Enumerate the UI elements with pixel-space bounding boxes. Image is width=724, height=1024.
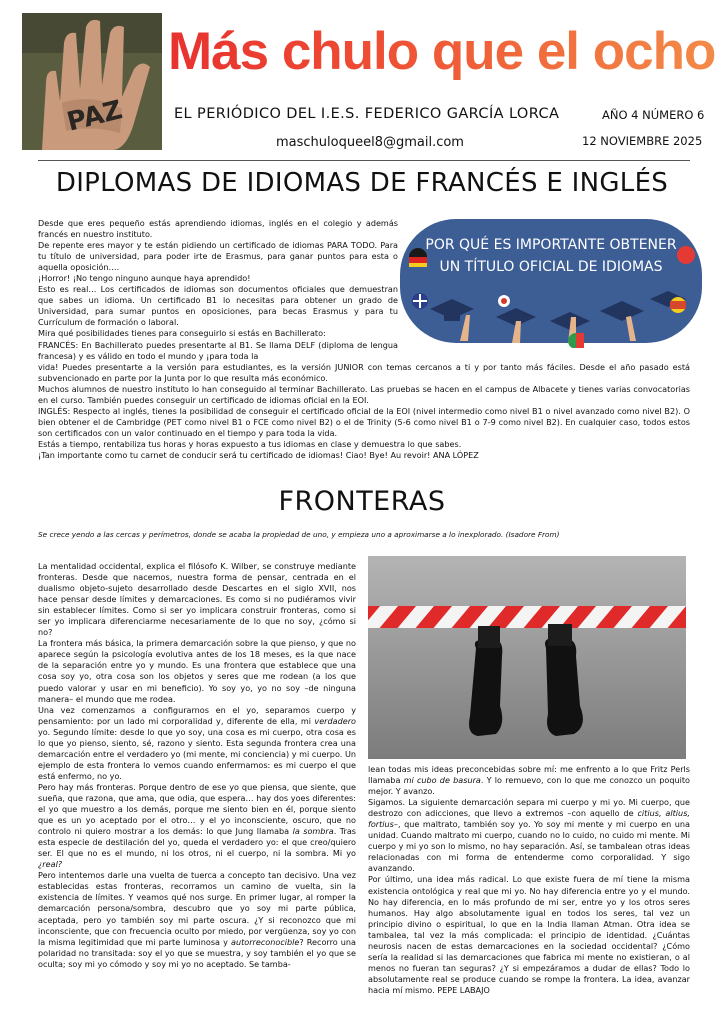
paragraph — [38, 870, 356, 969]
article-fronteras-column-1 — [38, 561, 356, 970]
text-run: . Y lo remuevo, con lo que me conozco un poquito mejor. Y avanzo. — [368, 775, 690, 797]
paragraph: INGLÉS: Respecto al inglés, tienes la posibilidad de conseguir el certificado oficial de la EOI (nivel intermedio como nivel B1 o nivel avanzado como nivel B2). O bien obtener el de Cambridge (PET como nivel B1 o FCE como nivel B2) o el de Trinity (5-6 como nivel B1 o 7-9 como nivel B2). En cualquier caso, todos estos son certificados con un valor continuado en el tiempo y para toda la vida. — [38, 406, 690, 439]
banner-text-line2: UN TÍTULO OFICIAL DE IDIOMAS — [439, 259, 663, 275]
banner-text-line1: POR QUÉ ES IMPORTANTE OBTENER — [425, 237, 677, 253]
emphasis: ¿real? — [38, 859, 63, 870]
paragraph: La frontera más básica, la primera demarcación sobre la que pienso, y que no aparece según la psicología evolutiva antes de los 18 meses, es la que nace de la separación entre yo y mundo. Es una frontera que establece que una cosa soy yo, otra cosa son los objetos y seres que me rodean (a los que puedo valorar y usar en mi beneficio). Yo soy yo, yo no soy –de ninguna manera– el mundo que me rodea. — [38, 638, 356, 704]
paz-hand-illustration — [22, 13, 162, 150]
text-run: yo. Segundo límite: desde lo que yo soy, una cosa es mi cuerpo, otra cosa es lo que yo pienso, siento, sé, razono y siento. Esta segunda frontera crea una demarcación entre el verdadero yo (mi mente, mi conciencia) y mi cuerpo. Un ejemplo de esta frontera lo vemos cuando enfermamos: es mi cuerpo el que está enfermo, no yo. — [38, 726, 356, 781]
paragraph: Muchos alumnos de nuestro instituto lo han conseguido al terminar Bachillerato. Las pruebas se hacen en el campus de Albacete y tienes varias convocatorias en el curso. También puedes conseguir un certificado de idiomas oficial en la EOI. — [38, 384, 690, 406]
emphasis: autorreconocible — [230, 936, 300, 947]
paragraph: ¡Tan importante como tu carnet de conducir será tu certificado de idiomas! Ciao! Bye! Au revoir! ANA LÓPEZ — [38, 450, 479, 461]
paragraph: Esto es real… Los certificados de idiomas son documentos oficiales que demuestran que sabes un idioma. Un certificado B1 lo necesitas para obtener un grado de Universidad, para sumar puntos en oposiciones, para becas Erasmus y para tu Currículum de formación o laboral. — [38, 284, 398, 328]
article-title-diplomas: DIPLOMAS DE IDIOMAS DE FRANCÉS E INGLÉS — [55, 168, 669, 198]
emphasis: citius, altius, fortius — [368, 808, 690, 830]
emphasis: la sombra — [292, 826, 334, 837]
barrier-tape — [368, 606, 686, 628]
issue-number: AÑO 4 NÚMERO 6 — [602, 108, 705, 122]
hero-photo-paz-hand — [22, 13, 162, 150]
issue-date: 12 NOVIEMBRE 2025 — [582, 134, 703, 148]
article-diplomas-intro — [38, 218, 398, 362]
text-run: . Tras esta especie de destilación del yo, queda el verdadero yo: el que creo/quiero ser. El que no es el mundo, ni los otros, ni el cuerpo, ni la sombra. Mi yo — [38, 826, 357, 859]
text-run: ? Recorro una polaridad no transitada: soy el yo que se muestra, y soy también el yo que se oculta; soy mi yo cómodo y soy mi yo no aceptado. Se tamba- — [38, 936, 356, 969]
paragraph: vida! Puedes presentarte a la versión para estudiantes, es la versión JUNIOR con temas cercanos a ti y por tanto más fáciles. Desde el año pasado está subvencionado en parte por la Junta por lo que resulta más económico. — [38, 362, 690, 384]
newspaper-subtitle: EL PERIÓDICO DEL I.E.S. FEDERICO GARCÍA LORCA — [174, 106, 560, 122]
paragraph: ¡Horror! ¡No tengo ninguno aunque haya aprendido! — [38, 273, 251, 284]
article-title-fronteras: FRONTERAS — [278, 486, 446, 517]
text-run: Sigamos. La siguiente demarcación separa mi cuerpo y mi yo. Mi cuerpo, que destrozo con adicciones, que llevo a extremos –con aquello de — [368, 797, 690, 819]
paragraph — [368, 797, 690, 874]
paragraph: De repente eres mayor y te están pidiendo un certificado de idiomas PARA TODO. Para tu título de universidad, para poder irte de Erasmus, para ganar puntos para esta o aquella oposición…. — [38, 240, 398, 273]
paz-hand-text: PAZ — [64, 95, 126, 138]
paragraph: Estás a tiempo, rentabiliza tus horas y horas expuesto a tus idiomas en clase y demuestra lo que sabes. — [38, 439, 462, 450]
language-certificate-banner — [400, 213, 702, 348]
paragraph: FRANCÉS: En Bachillerato puedes presentarte al B1. Se llama DELF (diploma de lengua francesa) y es válido en todo el mundo y ¡para toda la — [38, 339, 398, 361]
text-run: –, que maltrato, también soy yo. Yo soy mi mente y mi cuerpo en una unidad. Cuando maltrato mi cuerpo, cuando no lo cuido, no cuido mi mente. Mi cuerpo y mi yo son lo mismo, no hay separación. Así, se tambalean otras ideas relacionadas con mi forma de entenderme como corporalidad. Y sigo avanzando. — [368, 819, 690, 874]
paragraph: Por último, una idea más radical. Lo que existe fuera de mí tiene la misma existencia ontológica y real que mi yo. No hay diferencia entre yo y el mundo. No hay diferencia, en lo más profundo de mi ser, entre yo y los otros seres humanos. Hay algo absolutamente igual en todos los seres, tal vez un principio divino o espiritual, lo que en la India llaman Atman. Otra idea se tambalea, tal vez la más complicada: el principio de identidad. ¿Cuántas neurosis nacen de estas demarcaciones en la sociedad occidental? ¿Cómo sería la realidad si las demarcaciones que fabrica mi mente no existieran, o al menos no fueran tan seguras? ¿Y si empezáramos a dudar de ellas? Todo lo absolutamente real se produce cuando se rompe la frontera. La idea, avanzar hacia mí mismo. PEPE LABAJO — [368, 874, 690, 995]
boundary-tape-photo — [368, 556, 686, 759]
paragraph: Desde que eres pequeño estás aprendiendo idiomas, inglés en el colegio y además francés en nuestro instituto. — [38, 218, 398, 240]
article-fronteras-column-2 — [368, 764, 690, 996]
paragraph — [38, 782, 356, 870]
paragraph: Mira qué posibilidades tienes para conseguirlo si estás en Bachillerato: — [38, 328, 326, 339]
emphasis: mi cubo de basura — [403, 775, 481, 786]
contact-email[interactable]: maschuloqueel8@gmail.com — [276, 135, 464, 150]
text-run: Pero hay más fronteras. Porque dentro de ese yo que piensa, que siente, que sueña, que razona, que ama, que odia, que espera… hay dos yoes diferentes: el yo que muestro a los demás, porque me siento bien en él, porque siento que es un yo aceptado por el otro… y el yo inconsciente, oscuro, que no controlo ni quiero mostrar a los demás: lo que Jung llamaba — [38, 781, 356, 837]
text-run: Pero intentemos darle una vuelta de tuerca a concepto tan decisivo. Una vez establecidas estas fronteras, recorramos un camino de vuelta, sin la existencia de límites. Y veamos qué nos surge. En primer lugar, al romper la demarcación persona/sombra, descubro que yo soy mi parte pública, aceptada, pero yo también soy mi parte oscura. ¿Y si reconozco que mi inconsciente, que con frecuencia oculto por miedo, por vergüenza, soy yo con la misma legitimidad que mi parte luminosa y — [38, 870, 356, 947]
paragraph — [38, 705, 356, 782]
header-divider — [38, 160, 690, 161]
emphasis: verdadero — [314, 715, 356, 726]
newspaper-masthead: Más chulo que el ocho — [168, 22, 716, 81]
paragraph — [368, 764, 690, 797]
paragraph: La mentalidad occidental, explica el filósofo K. Wilber, se construye mediante fronteras. Desde que nacemos, nuestra forma de pensar, centrada en el dualismo objeto-sujeto desarrollado desde Descartes en el siglo XVII, nos hace pensar desde límites y demarcaciones. Es como si no pudiéramos vivir sin establecer límites. Como si ser yo implicara construir fronteras, como si ser yo implicara diferenciarme necesariamente de lo que no soy, ¿cómo si no? — [38, 561, 356, 638]
text-run: Una vez comenzamos a configurarnos en el yo, separamos cuerpo y pensamiento: por un lado mi corporalidad y, diferente de ella, mi — [38, 704, 356, 726]
article-epigraph: Se crece yendo a las cercas y perímetros, donde se acaba la propiedad de uno, y empieza uno a aproximarse a lo inexplorado. (Isadore From) — [38, 530, 560, 539]
article-diplomas-continued — [38, 362, 690, 461]
text-run: lean todas mis ideas preconcebidas sobre mí: me enfrento a lo que Fritz Perls llamaba — [368, 764, 690, 786]
